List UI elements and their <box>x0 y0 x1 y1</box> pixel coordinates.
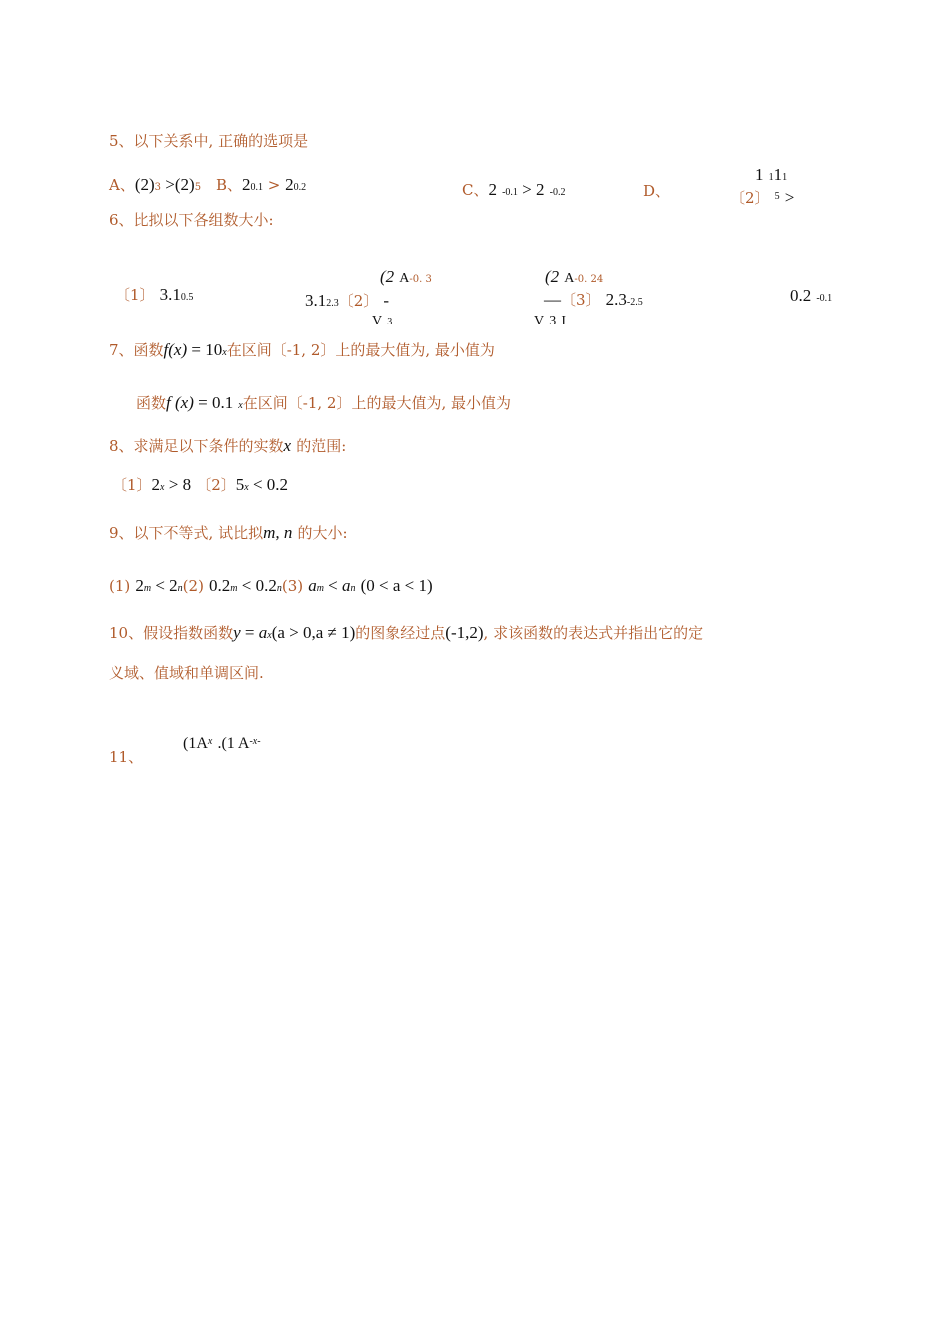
q7-line1: 7、函数f(x) = 10x在区间〔-1, 2〕上的最大值为, 最小值为 <box>109 340 495 359</box>
q5-option-d-label: D、 <box>643 182 671 200</box>
q8-parts: 〔1〕2x > 8 〔2〕5x < 0.2 <box>112 475 289 494</box>
q11-expression: ($1A^x$ .(1 $A^{-x-}$ <box>183 735 261 752</box>
q6-part1: 〔1〕 3.10.5 <box>115 285 194 304</box>
q6-fraction-1: (2 A-0. 3 V 3 <box>372 267 432 324</box>
q5-option-a: A、(2)3 >(2)5 <box>109 175 202 194</box>
q10-line2: 义域、值域和单调区间. <box>109 664 264 682</box>
q11-label: 11、 <box>109 748 144 766</box>
q6-part3-second: 0.2 -0.1 <box>790 286 833 305</box>
q6-title: 6、比拟以下各组数大小: <box>109 211 274 229</box>
q8-title: 8、求满足以下条件的实数x 的范围: <box>109 436 347 455</box>
q5-option-b: B、20.1 > 20.2 <box>216 175 307 194</box>
q5-option-c: C、2 -0.1 > 2 -0.2 <box>462 180 566 199</box>
q10-line1: 10、假设指数函数y = ax(a > 0,a ≠ 1)的图象经过点(-1,2), 求该函数的表达式并指出它的定 <box>109 623 704 642</box>
q9-title: 9、以下不等式, 试比拟m, n 的大小: <box>109 523 348 542</box>
q5-title: 5、以下关系中, 正确的选项是 <box>109 132 309 150</box>
q7-line2: 函数f (x) = 0.1 x在区间〔-1, 2〕上的最大值为, 最小值为 <box>136 393 511 412</box>
q6-fraction-2: (2 A-0. 24 —〔3〕 2.3-2.5 V 3 I <box>534 267 643 324</box>
q9-parts: (1) 2m < 2n(2) 0.2m < 0.2n(3) am < an (0 < a < 1) <box>109 576 433 595</box>
q6-part1-second: 3.12.3〔2〕 - <box>305 291 390 310</box>
q5-option-d-expression: 1 111 〔2〕 $^5$ > <box>730 165 795 207</box>
